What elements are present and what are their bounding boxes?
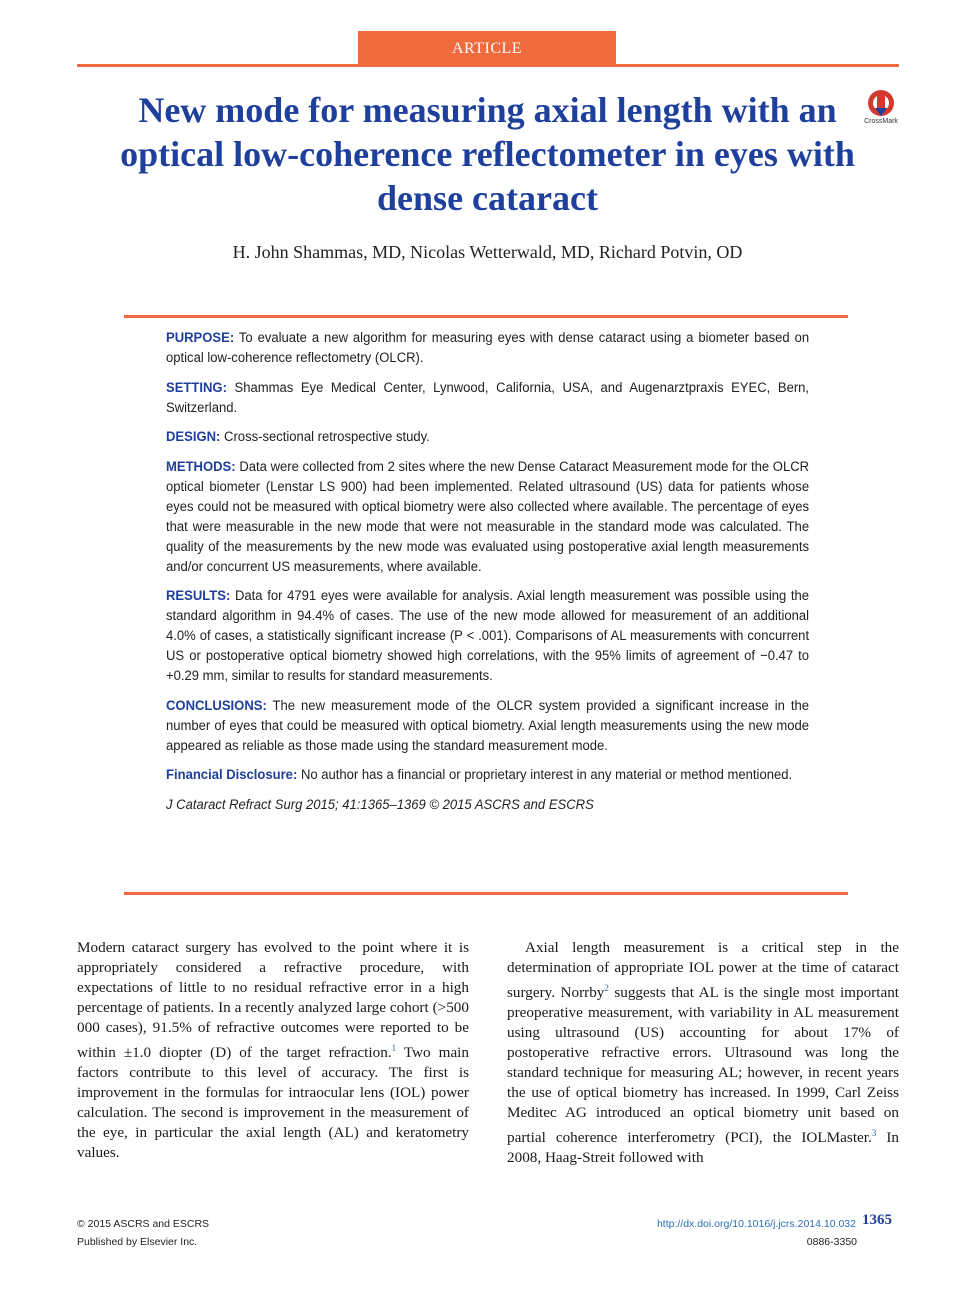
abstract-bottom-divider bbox=[124, 892, 848, 895]
purpose-label: PURPOSE: bbox=[166, 330, 235, 346]
footer-issn: 0886-3350 bbox=[806, 1236, 857, 1248]
footer-publisher: Published by Elsevier Inc. bbox=[77, 1236, 198, 1248]
conclusions-label: CONCLUSIONS: bbox=[166, 697, 267, 714]
header-divider bbox=[77, 64, 899, 67]
results-text: Data for 4791 eyes were available for analysis. Axial length measurement was possible using the standard algorithm in 94.4% of cases. The use of the new mode allowed for measurement of an additional 4.0% of cases, a statistically significant increase (P < .001). Comparisons of AL measurements with concurrent US or postoperative optical biometry showed high correlations, with the 95% limits of agreement of −0.47 to +0.29 mm, similar to results for standard measurements. bbox=[166, 588, 810, 684]
design-label: DESIGN: bbox=[166, 429, 221, 445]
purpose-text: To evaluate a new algorithm for measuring eyes with dense cataract using a biometer based on optical low-coherence reflectometry (OLCR). bbox=[166, 330, 810, 366]
body-paragraph-3b: suggests that AL is the single most important preoperative measurement, with variability in AL measurement using ultrasound (US) accounting for about 17% of postoperative refractive errors. Ultrasound was long the standard technique for measuring AL; however, in recent years the use of optical biometry has increased. In 1999, Carl Zeiss Meditec AG introduced an optical biometry unit based on partial coherence interferometry (PCI), the IOLMaster. bbox=[507, 984, 900, 1147]
reference-link-3[interactable]: 3 bbox=[871, 1128, 877, 1139]
conclusions-text: The new measurement mode of the OLCR system provided a significant increase in the number of eyes that could be measured with optical biometry. Axial length measurements using the new mode appeared as reliable as those made using the standard measurement mode. bbox=[166, 697, 810, 754]
footer-doi-link[interactable]: http://dx.doi.org/10.1016/j.jcrs.2014.10.032 bbox=[656, 1218, 856, 1230]
abstract-top-divider bbox=[124, 315, 848, 318]
disclosure-text: No author has a financial or proprietary interest in any material or method mentioned. bbox=[300, 767, 793, 783]
author-list: H. John Shammas, MD, Nicolas Wetterwald, MD, Richard Potvin, OD bbox=[232, 242, 743, 262]
abstract-conclusions bbox=[166, 696, 809, 756]
body-paragraph-1: Modern cataract surgery has evolved to the point where it is appropriately considered a refractive procedure, with expectations of little to no residual refractive error in a high percentage of patients. In a recently analyzed large cohort (>500 000 cases), 91.5% of refractive outcomes were reported to be within ±1.0 diopter (D) of the target refraction. bbox=[77, 939, 469, 1062]
article-type-label: ARTICLE bbox=[358, 31, 616, 65]
abstract-results bbox=[166, 586, 809, 686]
design-text: Cross-sectional retrospective study. bbox=[224, 429, 430, 445]
disclosure-label: Financial Disclosure: bbox=[166, 767, 298, 783]
reference-link-1[interactable]: 1 bbox=[391, 1043, 397, 1053]
abstract bbox=[166, 328, 810, 815]
abstract-setting bbox=[166, 378, 809, 418]
body-column-right bbox=[507, 938, 899, 1168]
journal-citation: J Cataract Refract Surg 2015; 41:1365–1369 © 2015 ASCRS and ESCRS bbox=[166, 796, 594, 813]
setting-label: SETTING: bbox=[166, 379, 227, 396]
abstract-methods bbox=[166, 457, 809, 577]
page-number: 1365 bbox=[862, 1212, 892, 1228]
body-paragraph-3c: In 2008, Haag-Streit followed with bbox=[507, 1129, 900, 1167]
methods-text: Data were collected from 2 sites where the new Dense Cataract Measurement mode for the OLCR optical biometer (Lenstar LS 900) had been implemented. Related ultrasound (US) data for patients whose eyes could not be measured with optical biometry were also collected where available. The percentage of eyes that were measurable in the new mode that were not measurable in the standard mode was calculated. The quality of the measurements by the new mode was evaluated using postoperative axial length measurements and/or concurrent US measurements, where available. bbox=[166, 458, 810, 575]
article-title: New mode for measuring axial length with an optical low-coherence reflectometer in eyes with dense cataract bbox=[120, 90, 855, 218]
abstract-purpose bbox=[166, 328, 809, 368]
body-paragraph-3a: Axial length measurement is a critical step in the determination of appropriate IOL power at the time of cataract surgery. Norrby bbox=[507, 939, 899, 1002]
reference-link-2[interactable]: 2 bbox=[604, 983, 609, 993]
crossmark-label: CrossMark bbox=[864, 118, 898, 125]
abstract-disclosure bbox=[166, 765, 809, 785]
body-paragraph-2: Two main factors contribute to this level of accuracy. The first is improvement in the formulas for intraocular lens (IOL) power calculation. The second is improvement in the measurement of the eye, in particular the axial length (AL) and keratometry values. bbox=[77, 1044, 469, 1162]
body-column-left bbox=[77, 938, 469, 1163]
footer-copyright: © 2015 ASCRS and ESCRS bbox=[77, 1218, 210, 1230]
setting-text: Shammas Eye Medical Center, Lynwood, California, USA, and Augenarztpraxis EYEC, Bern, Switzerland. bbox=[166, 379, 810, 416]
results-label: RESULTS: bbox=[166, 588, 231, 604]
abstract-design bbox=[166, 427, 809, 447]
methods-label: METHODS: bbox=[166, 458, 236, 475]
